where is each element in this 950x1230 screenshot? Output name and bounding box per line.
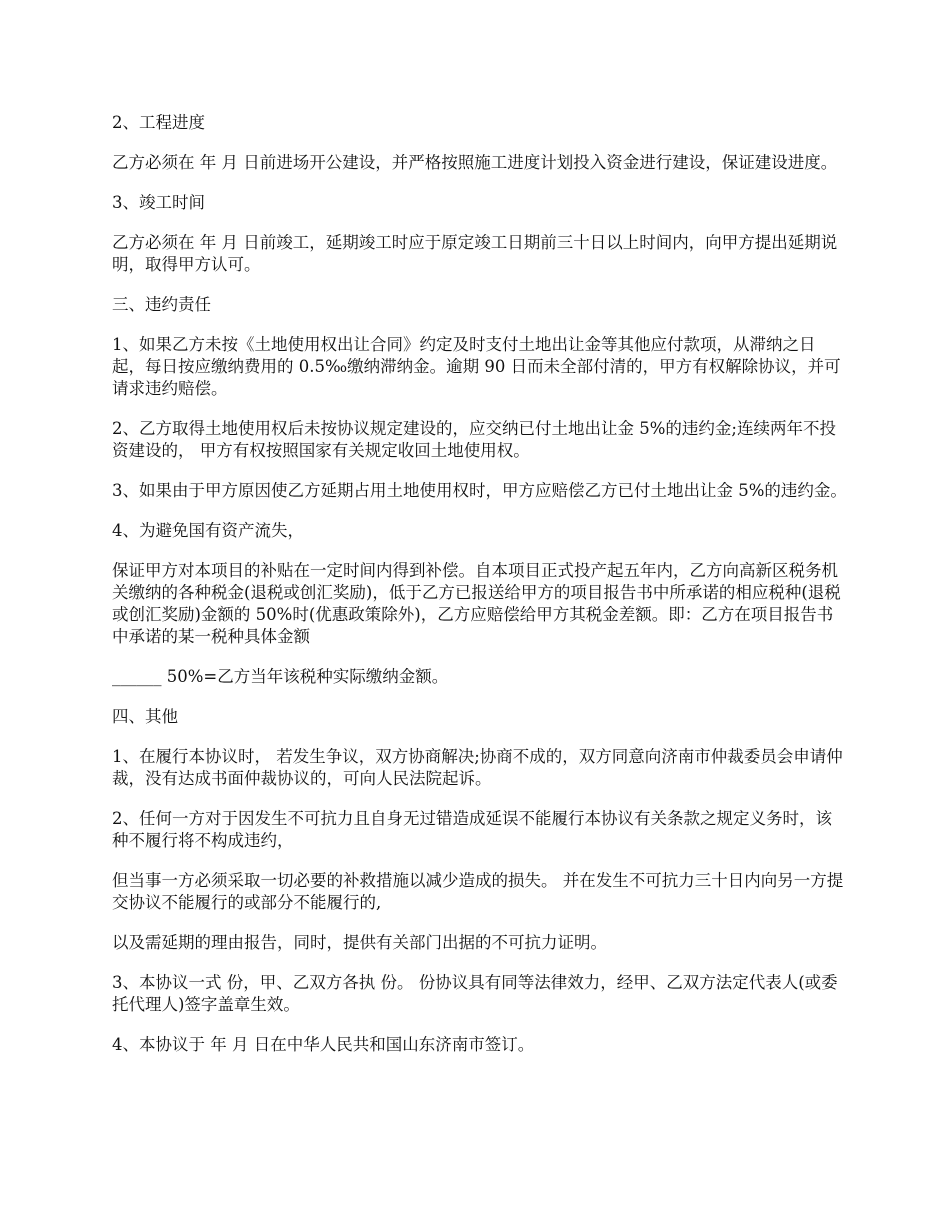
paragraph-other-2-continued: 但当事一方必须采取一切必要的补救措施以减少造成的损失。 并在发生不可抗力三十日内向另一方提交协议不能履行的或部分不能履行的, [112,871,844,912]
section-heading-other: 四、其他 [112,707,178,726]
section-heading-liability: 三、违约责任 [112,295,211,314]
paragraph-other-2-report: 以及需延期的理由报告，同时，提供有关部门出据的不可抗力证明。 [112,933,607,952]
paragraph-other-2: 2、任何一方对于因发生不可抗力且自身无过错造成延误不能履行本协议有关条款之规定义务时，该种不履行将不构成违约， [112,809,832,850]
paragraph-liability-1: 1、如果乙方未按《土地使用权出让合同》约定及时支付土地出让金等其他应付款项，从滞纳之日起，每日按应缴纳费用的 0.5‰缴纳滞纳金。逾期 90 日而未全部付清的，甲方有权解除协议，并可请求违约赔偿。 [112,335,841,398]
paragraph-other-4: 4、本协议于 年 月 日在中华人民共和国山东济南市签订。 [112,1035,535,1054]
document-body [112,112,847,1074]
paragraph-other-3: 3、本协议一式 份，甲、乙双方各执 份。 份协议具有同等法律效力，经甲、乙双方法定代表人(或委托代理人)签字盖章生效。 [112,973,838,1014]
section-heading-progress: 2、工程进度 [112,113,205,132]
paragraph-liability-2: 2、乙方取得土地使用权后未按协议规定建设的，应交纳已付土地出让金 5%的违约金;连续两年不投资建设的， 甲方有权按照国家有关规定收回土地使用权。 [112,419,836,460]
paragraph-liability-3: 3、如果由于甲方原因使乙方延期占用土地使用权时，甲方应赔偿乙方已付土地出让金 5%的违约金。 [112,481,847,500]
paragraph-liability-4: 4、为避免国有资产流失， [112,521,304,540]
paragraph-progress: 乙方必须在 年 月 日前进场开公建设，并严格按照施工进度计划投入资金进行建设，保证建设进度。 [112,153,838,172]
section-heading-completion: 3、竣工时间 [112,193,205,212]
paragraph-completion: 乙方必须在 年 月 日前竣工，延期竣工时应于原定竣工日期前三十日以上时间内，向甲方提出延期说明，取得甲方认可。 [112,233,838,274]
paragraph-other-1: 1、在履行本协议时， 若发生争议，双方协商解决;协商不成的，双方同意向济南市仲裁委员会申请仲裁，没有达成书面仲裁协议的，可向人民法院起诉。 [112,747,843,788]
paragraph-subsidy: 保证甲方对本项目的补贴在一定时间内得到补偿。自本项目正式投产起五年内，乙方向高新区税务机关缴纳的各种税金(退税或创汇奖励)，低于乙方已报送给甲方的项目报告书中所承诺的相应税种(退税或创汇奖励)金额的 50%时(优惠政策除外)，乙方应赔偿给甲方其税金差额。即：乙方在项目报告书中承诺的某一税种具体金额 [112,561,841,646]
paragraph-formula: ______ 50%=乙方当年该税种实际缴纳金额。 [112,667,449,686]
